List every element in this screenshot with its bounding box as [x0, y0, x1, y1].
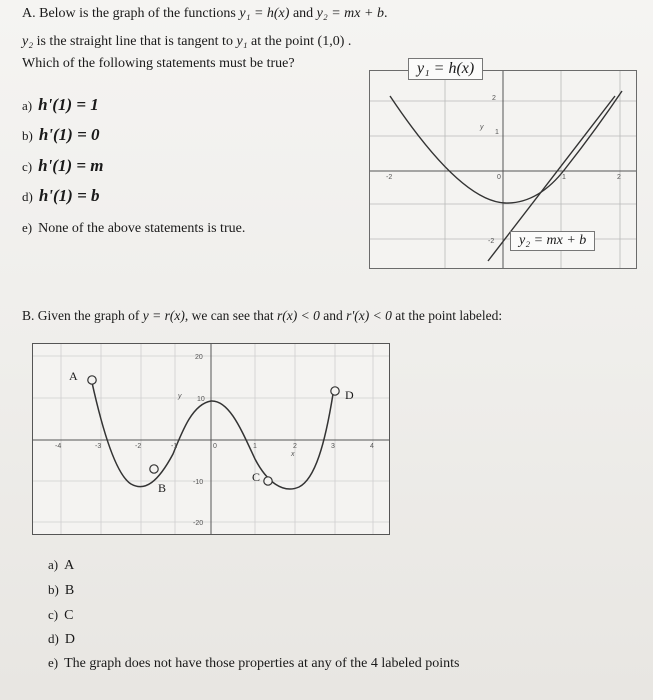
- part-a-graph: [369, 60, 637, 269]
- part-a-point: (1,0): [317, 34, 345, 49]
- point-c-label: C: [252, 470, 261, 484]
- part-a-y1: y₁: [236, 34, 248, 49]
- part-b-option-a[interactable]: [48, 557, 74, 574]
- part-a-at-point: at the point: [247, 34, 318, 49]
- part-a-and: and: [289, 6, 317, 21]
- tick-x-zero: 0: [497, 174, 501, 181]
- point-b-label: B: [158, 481, 167, 495]
- option-letter: b): [48, 582, 59, 597]
- point-d-label: D: [345, 388, 354, 402]
- part-a-option-c[interactable]: [22, 156, 104, 176]
- part-b-end: at the point labeled:: [391, 308, 503, 323]
- part-a-y2-def: y₂ = mx + b: [316, 6, 384, 21]
- part-b-and: and: [319, 308, 347, 323]
- option-text: The graph does not have those properties at any of the 4 labeled points: [64, 656, 460, 671]
- option-letter: d): [22, 189, 33, 204]
- part-a-y1-def: y₁ = h(x): [239, 6, 290, 21]
- part-a-option-d[interactable]: [22, 186, 100, 206]
- part-b-cond1: r(x) < 0: [277, 308, 320, 323]
- part-b-graph-svg: [33, 344, 389, 534]
- axis-label-x: x: [291, 451, 295, 458]
- part-b-option-c[interactable]: [48, 607, 73, 624]
- part-a-graph-title: y₁ = h(x): [408, 58, 483, 80]
- part-a-option-a[interactable]: [22, 95, 99, 115]
- point-b-marker[interactable]: [150, 465, 158, 473]
- tick-x-neg2: -2: [135, 443, 142, 450]
- part-b-option-e[interactable]: [48, 655, 460, 672]
- point-a-label: A: [69, 369, 78, 383]
- part-a-tangent-text: is the straight line that is tangent to: [33, 34, 237, 49]
- tick-x-one: 1: [562, 174, 566, 181]
- part-a-option-e[interactable]: [22, 220, 245, 237]
- tick-x-neg4: -4: [55, 443, 62, 450]
- part-a-line2-end: .: [344, 34, 352, 49]
- tick-x-three: 3: [331, 443, 335, 450]
- part-a-curve-h: [390, 91, 622, 203]
- option-text: D: [64, 632, 75, 647]
- part-a-option-b[interactable]: [22, 125, 100, 145]
- option-letter: d): [48, 631, 59, 646]
- tick-y-neg2: -2: [488, 238, 495, 245]
- part-b-cond2: r'(x) < 0: [346, 308, 392, 323]
- tick-y-20: 20: [195, 354, 203, 361]
- part-b-curve-r: [91, 378, 333, 489]
- tick-x-zero: 0: [213, 443, 217, 450]
- point-c-marker[interactable]: [264, 477, 272, 485]
- option-letter: e): [22, 220, 33, 235]
- part-a-line-label: y₂ = mx + b: [510, 231, 595, 251]
- option-text: A: [64, 558, 75, 573]
- option-expression: h'(1) = 1: [38, 95, 99, 114]
- part-b-option-b[interactable]: [48, 582, 74, 599]
- tick-y-two: 2: [492, 95, 496, 102]
- option-expression: h'(1) = 0: [38, 125, 100, 144]
- part-a-graph-svg: [370, 71, 636, 268]
- option-expression: h'(1) = b: [38, 186, 100, 205]
- part-b-option-d[interactable]: [48, 631, 75, 648]
- part-a-line2: [22, 34, 351, 51]
- part-b-question: [22, 308, 502, 324]
- part-a-y2: y₂: [22, 34, 34, 49]
- part-b-mid: , we can see that: [184, 308, 278, 323]
- tick-x-neg1: -1: [171, 443, 178, 450]
- tick-x-two: 2: [617, 174, 621, 181]
- part-b-graph: [32, 343, 390, 535]
- part-a-intro: A. Below is the graph of the functions: [22, 6, 240, 21]
- point-d-marker[interactable]: [331, 387, 339, 395]
- option-letter: a): [48, 557, 59, 572]
- tick-y-10: 10: [197, 396, 205, 403]
- tick-y-one: 1: [495, 129, 499, 136]
- axis-label-y: y: [178, 393, 182, 400]
- option-letter: c): [22, 159, 33, 174]
- part-b-intro: B. Given the graph of: [22, 308, 143, 323]
- part-a-question: Which of the following statements must be true?: [22, 56, 295, 71]
- option-letter: b): [22, 128, 33, 143]
- option-text: C: [64, 608, 74, 623]
- option-text: B: [64, 583, 75, 598]
- tick-x-four: 4: [370, 443, 374, 450]
- tick-x-neg2: -2: [386, 174, 393, 181]
- tick-x-two: 2: [293, 443, 297, 450]
- axis-label-y: y: [480, 124, 484, 131]
- point-a-marker[interactable]: [88, 376, 96, 384]
- part-b-function: y = r(x): [142, 308, 185, 323]
- tick-y-neg20: -20: [193, 520, 204, 527]
- tick-y-neg10: -10: [193, 479, 204, 486]
- option-expression: h'(1) = m: [38, 156, 104, 175]
- tick-x-one: 1: [253, 443, 257, 450]
- option-letter: c): [48, 607, 59, 622]
- tick-x-neg3: -3: [95, 443, 102, 450]
- part-a-period: .: [383, 6, 388, 21]
- option-letter: a): [22, 98, 33, 113]
- option-text: None of the above statements is true.: [38, 221, 246, 236]
- option-letter: e): [48, 655, 59, 670]
- part-a-line1: [22, 6, 387, 23]
